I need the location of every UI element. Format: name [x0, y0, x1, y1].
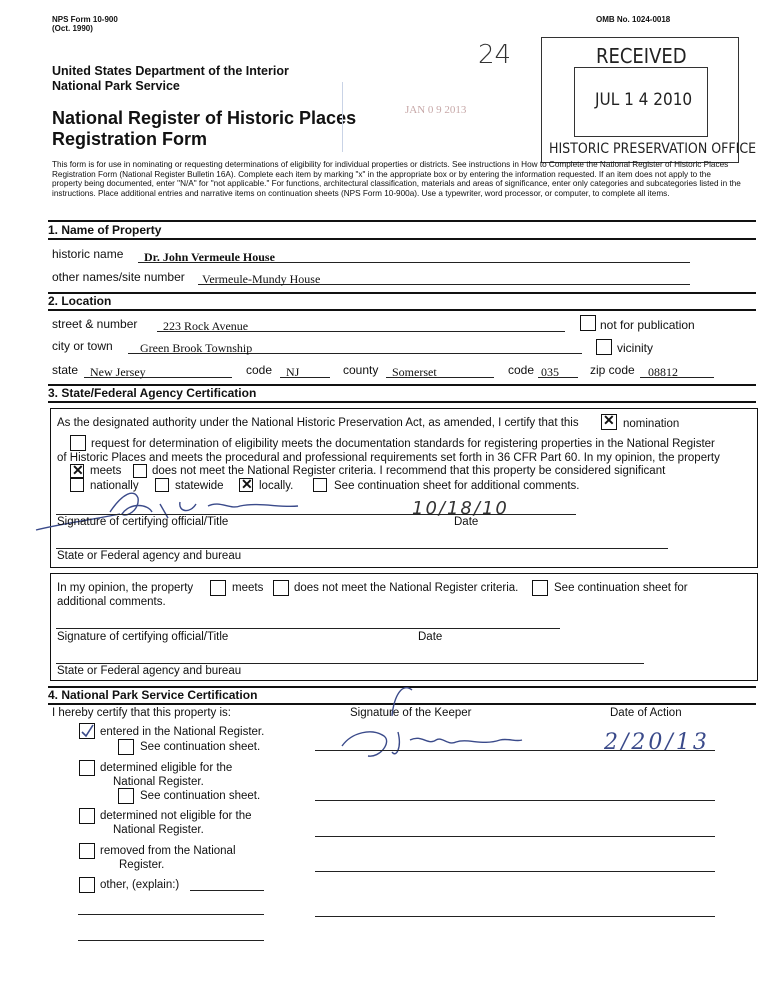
service-name: National Park Service: [52, 79, 180, 93]
certifying-date: 10/18/10: [412, 498, 509, 519]
statewide-label: statewide: [175, 480, 224, 492]
determined-not-eligible-checkbox[interactable]: [79, 808, 95, 824]
request-determination-checkbox[interactable]: [70, 435, 86, 451]
state-field[interactable]: [84, 363, 232, 378]
vicinity-checkbox[interactable]: [596, 339, 612, 355]
nomination-checkbox[interactable]: [601, 414, 617, 430]
state-code-value: NJ: [286, 365, 300, 379]
faint-stamp-date: JAN 0 9 2013: [405, 104, 467, 116]
county-label: county: [343, 363, 379, 377]
other-names-field[interactable]: [198, 270, 690, 285]
other-names-value: Vermeule-Mundy House: [202, 272, 321, 286]
entered-label: entered in the National Register.: [100, 726, 265, 738]
received-stamp: [541, 37, 757, 163]
nationally-label: nationally: [90, 480, 139, 492]
signature-line: [56, 514, 576, 515]
form-title: National Register of Historic Places: [52, 108, 357, 128]
authority-text: As the designated authority under the National Historic Preservation Act, as amended, I certify that this: [57, 417, 579, 429]
determined-not-eligible-label-2: National Register.: [113, 824, 204, 836]
eligible-continuation-label: See continuation sheet.: [140, 790, 261, 802]
section3-bottom-rule: [48, 401, 756, 403]
keeper-line-2: [315, 800, 715, 801]
section2-heading: 2. Location: [48, 294, 112, 308]
date-of-action-value: 2/20/13: [604, 730, 710, 755]
zip-label: zip code: [590, 363, 635, 377]
see-continuation-text: See continuation sheet for additional comments.: [334, 480, 580, 492]
form-subtitle: Registration Form: [52, 129, 208, 149]
locally-label: locally.: [259, 480, 294, 492]
entered-continuation-label: See continuation sheet.: [140, 741, 261, 753]
entered-checkbox[interactable]: [79, 723, 95, 739]
section4-heading: 4. National Park Service Certification: [48, 688, 258, 702]
eligible-continuation-checkbox[interactable]: [118, 788, 134, 804]
removed-label-2: Register.: [119, 859, 165, 871]
page-mark: 24: [478, 40, 512, 70]
meets-checkbox[interactable]: [70, 464, 84, 478]
received-label: RECEIVED: [596, 44, 687, 68]
state-label: state: [52, 363, 79, 377]
section2-bottom-rule: [48, 309, 756, 311]
not-for-publication-label: not for publication: [600, 318, 695, 332]
keeper-line-4: [315, 871, 715, 872]
historic-name-label: historic name: [52, 247, 124, 261]
opinion-meets-checkbox[interactable]: [210, 580, 226, 596]
street-label: street & number: [52, 317, 138, 331]
opinion-text: In my opinion, the property: [57, 582, 194, 594]
county-field[interactable]: [386, 363, 494, 378]
signature-line-2: [56, 628, 560, 629]
street-value: 223 Rock Avenue: [163, 319, 249, 333]
opinion-continuation-label: See continuation sheet for: [554, 582, 688, 594]
opinion-does-not-meet-checkbox[interactable]: [273, 580, 289, 596]
other-explain-line-2[interactable]: [78, 914, 264, 915]
historic-name-field[interactable]: [138, 248, 690, 263]
agency-line: [56, 548, 668, 549]
agency-label: State or Federal agency and bureau: [57, 550, 242, 562]
received-date: JUL 1 4 2010: [595, 90, 693, 110]
city-field[interactable]: [128, 339, 582, 354]
keeper-line-1: [315, 750, 715, 751]
determined-eligible-checkbox[interactable]: [79, 760, 95, 776]
determined-not-eligible-label: determined not eligible for the: [100, 810, 252, 822]
form-number: NPS Form 10-900: [52, 15, 118, 24]
office-label: HISTORIC PRESERVATION OFFICE: [549, 141, 757, 157]
certifying-signature: [30, 484, 320, 536]
keeper-signature-label: Signature of the Keeper: [350, 707, 472, 719]
city-value: Green Brook Township: [140, 341, 253, 355]
county-code-label: code: [508, 363, 535, 377]
opinion-additional-label: additional comments.: [57, 596, 166, 608]
state-value: New Jersey: [90, 365, 146, 379]
other-explain-line[interactable]: [190, 890, 264, 891]
keeper-line-5: [315, 916, 715, 917]
agency-label-2: State or Federal agency and bureau: [57, 665, 242, 677]
vicinity-label: vicinity: [617, 341, 654, 355]
agency-line-2: [56, 663, 644, 664]
does-not-meet-checkbox[interactable]: [133, 464, 147, 478]
request-text-line2: of Historic Places and meets the procedural and professional requirements set forth in 36 CFR Part 60. In my opinion, the property: [57, 452, 720, 464]
not-for-publication-checkbox[interactable]: [580, 315, 596, 331]
request-text-line1: request for determination of eligibility meets the documentation standards for registering properties in the National Register: [91, 438, 715, 450]
section1-top-rule: [48, 220, 756, 222]
zip-field[interactable]: [640, 363, 714, 378]
faint-stamp: [342, 82, 533, 152]
received-date-box: [574, 67, 708, 137]
opinion-does-not-meet-label: does not meet the National Register criteria.: [294, 582, 519, 594]
county-value: Somerset: [392, 365, 437, 379]
nps-certify-text: I hereby certify that this property is:: [52, 707, 231, 719]
removed-checkbox[interactable]: [79, 843, 95, 859]
date-of-action-label: Date of Action: [610, 707, 682, 719]
form-date: (Oct. 1990): [52, 24, 93, 33]
historic-name-value: Dr. John Vermeule House: [144, 250, 275, 264]
signature-label-2: Signature of certifying official/Title: [57, 631, 229, 643]
instructions-text: This form is for use in nominating or requesting determinations of eligibility for individual properties or districts. See instructions in How to Complete the National Register of Historic Places Registration Form (National Register Bulletin 16A). Complete each item by marking "x" in the appropriate box or by entering the information requested. If an item does not apply to the property being documented, enter "N/A" for "not applicable." For functions, architectural classification, materials and areas of significance, enter only categories and subcategories listed in the instructions. Place additional entries and narrative items on continuation sheets (NPS Form 10-900a). Use a typewriter, word processor, or computer, to complete all items.: [52, 160, 741, 198]
signature-label: Signature of certifying official/Title: [57, 516, 229, 528]
state-code-field[interactable]: [280, 363, 330, 378]
street-field[interactable]: [157, 317, 565, 332]
determined-eligible-label-2: National Register.: [113, 776, 204, 788]
date-label: Date: [454, 516, 479, 528]
state-code-label: code: [246, 363, 273, 377]
meets-label: meets: [90, 465, 122, 477]
section1-bottom-rule: [48, 238, 756, 240]
county-code-value: 035: [541, 365, 559, 379]
department-name: United States Department of the Interior: [52, 64, 289, 78]
date-label-2: Date: [418, 631, 443, 643]
section1-heading: 1. Name of Property: [48, 223, 162, 237]
determined-eligible-label: determined eligible for the: [100, 762, 233, 774]
other-label: other, (explain:): [100, 879, 180, 891]
removed-label: removed from the National: [100, 845, 236, 857]
keeper-line-3: [315, 836, 715, 837]
entered-continuation-checkbox[interactable]: [118, 739, 134, 755]
other-explain-line-3[interactable]: [78, 940, 264, 941]
does-not-meet-text: does not meet the National Register criteria. I recommend that this property be considered significant: [152, 465, 666, 477]
keeper-signature: [332, 676, 532, 766]
check-icon: [79, 723, 95, 739]
nomination-label: nomination: [623, 418, 680, 430]
omb-number: OMB No. 1024-0018: [596, 15, 671, 24]
county-code-field[interactable]: [538, 363, 578, 378]
opinion-meets-label: meets: [232, 582, 264, 594]
other-checkbox[interactable]: [79, 877, 95, 893]
other-names-label: other names/site number: [52, 270, 185, 284]
opinion-continuation-checkbox[interactable]: [532, 580, 548, 596]
zip-value: 08812: [648, 365, 678, 379]
section3-heading: 3. State/Federal Agency Certification: [48, 386, 257, 400]
city-label: city or town: [52, 339, 113, 353]
